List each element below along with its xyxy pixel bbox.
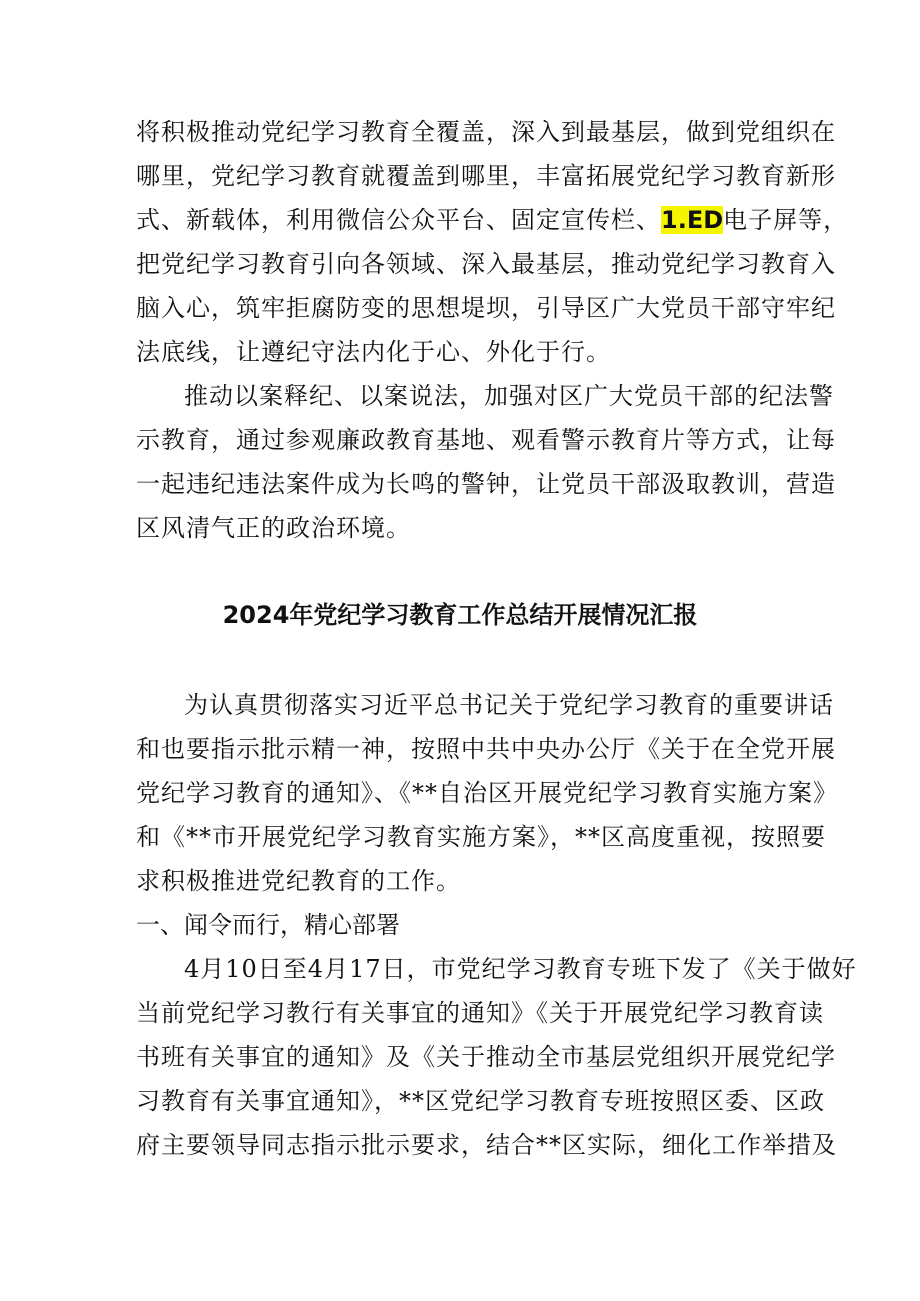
section-heading: 一、闻令而行，精心部署 bbox=[136, 911, 400, 939]
paragraph-line: 和也要指示批示精一神，按照中共中央办公厅《关于在全党开展 bbox=[136, 735, 836, 763]
document-title: 2024年党纪学习教育工作总结开展情况汇报 bbox=[222, 601, 698, 629]
paragraph-line: 和《**市开展党纪学习教育实施方案》，**区高度重视，按照要 bbox=[136, 823, 826, 851]
paragraph-line: 习教育有关事宜通知》，**区党纪学习教育专班按照区委、区政 bbox=[136, 1087, 825, 1115]
paragraph-line: 4月10日至4月17日，市党纪学习教育专班下发了《关于做好 bbox=[184, 955, 857, 983]
paragraph-line: 哪里，党纪学习教育就覆盖到哪里，丰富拓展党纪学习教育新形 bbox=[136, 162, 836, 190]
paragraph-line: 求积极推进党纪教育的工作。 bbox=[136, 867, 461, 895]
paragraph-line: 书班有关事宜的通知》及《关于推动全市基层党组织开展党纪学 bbox=[136, 1043, 836, 1071]
paragraph-line: 区风清气正的政治环境。 bbox=[136, 514, 411, 542]
paragraph-line bbox=[136, 205, 848, 235]
paragraph-line: 将积极推动党纪学习教育全覆盖，深入到最基层，做到党组织在 bbox=[136, 118, 836, 146]
paragraph-line: 推动以案释纪、以案说法，加强对区广大党员干部的纪法警 bbox=[184, 382, 834, 410]
paragraph-text: 式、新载体，利用微信公众平台、固定宣传栏、 bbox=[136, 206, 661, 234]
paragraph-line: 当前党纪学习教行有关事宜的通知》《关于开展党纪学习教育读 bbox=[136, 999, 824, 1027]
paragraph-line: 把党纪学习教育引向各领域、深入最基层，推动党纪学习教育入 bbox=[136, 250, 836, 278]
paragraph-line: 脑入心，筑牢拒腐防变的思想堤坝，引导区广大党员干部守牢纪 bbox=[136, 294, 836, 322]
paragraph-line: 示教育，通过参观廉政教育基地、观看警示教育片等方式，让每 bbox=[136, 426, 836, 454]
paragraph-line: 党纪学习教育的通知》、《**自治区开展党纪学习教育实施方案》 bbox=[136, 779, 838, 807]
paragraph-line: 法底线，让遵纪守法内化于心、外化于行。 bbox=[136, 338, 611, 366]
paragraph-line: 一起违纪违法案件成为长鸣的警钟，让党员干部汲取教训，营造 bbox=[136, 470, 836, 498]
highlighted-text: 1.ED bbox=[661, 206, 724, 234]
paragraph-line: 府主要领导同志指示批示要求，结合**区实际，细化工作举措及 bbox=[136, 1131, 837, 1159]
paragraph-text: 电子屏等， bbox=[723, 206, 849, 234]
paragraph-line: 为认真贯彻落实习近平总书记关于党纪学习教育的重要讲话 bbox=[184, 691, 834, 719]
